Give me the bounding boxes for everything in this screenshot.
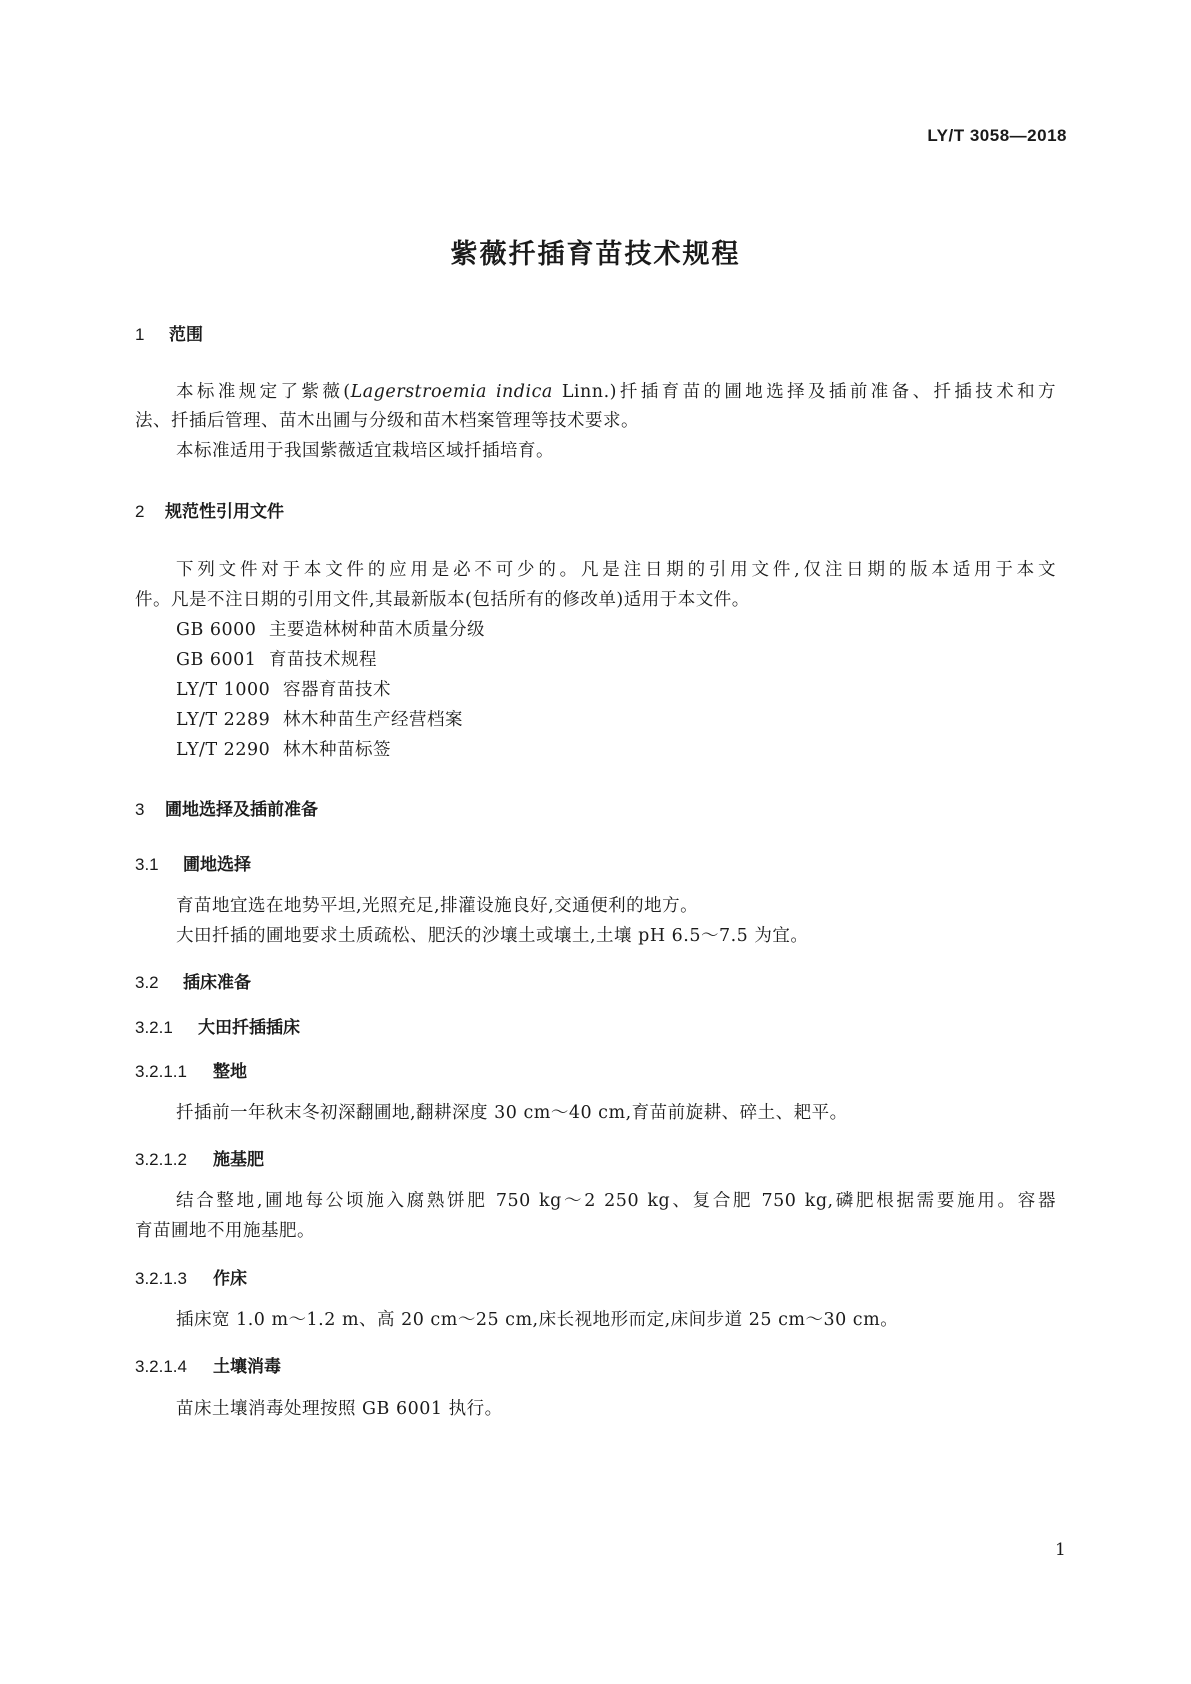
- latin-name: Lagerstroemia indica: [350, 382, 553, 402]
- reference-code: GB 6000: [176, 620, 257, 640]
- section-title: 大田扦插插床: [198, 1018, 300, 1038]
- reference-code: LY/T 2290: [176, 740, 271, 760]
- paragraph-line: 结合整地,圃地每公顷施入腐熟饼肥 750 kg～2 250 kg、复合肥 750 kg,磷肥根据需要施用。容器: [176, 1191, 1056, 1211]
- section-title: 规范性引用文件: [165, 502, 284, 522]
- reference-title: 容器育苗技术: [283, 680, 391, 700]
- reference-code: GB 6001: [176, 650, 257, 670]
- section-1-heading: [135, 320, 203, 345]
- paragraph-line: 育苗地宜选在地势平坦,光照充足,排灌设施良好,交通便利的地方。: [176, 896, 699, 916]
- section-title: 作床: [213, 1269, 247, 1289]
- document-code: LY/T 3058—2018: [927, 126, 1067, 145]
- paragraph-line: 本标准适用于我国紫薇适宜栽培区域扦插培育。: [176, 441, 554, 461]
- document-title: 紫薇扦插育苗技术规程: [450, 239, 741, 270]
- reference-item: [176, 616, 485, 641]
- section-3-2-1-3-heading: [135, 1264, 247, 1289]
- reference-item: [176, 646, 377, 671]
- reference-title: 林木种苗生产经营档案: [283, 710, 463, 730]
- paragraph-line: 扦插前一年秋末冬初深翻圃地,翻耕深度 30 cm～40 cm,育苗前旋耕、碎土、耙平。: [176, 1103, 848, 1123]
- reference-item: [176, 706, 463, 731]
- section-title: 插床准备: [183, 973, 251, 993]
- section-number: 3.2.1.4: [135, 1357, 187, 1376]
- reference-item: [176, 736, 391, 761]
- section-3-heading: [135, 795, 318, 820]
- section-number: 3.2.1.3: [135, 1269, 187, 1288]
- section-3-2-1-4-heading: [135, 1352, 281, 1377]
- page-number: 1: [1055, 1540, 1066, 1560]
- paragraph-line: 插床宽 1.0 m～1.2 m、高 20 cm～25 cm,床长视地形而定,床间步道 25 cm～30 cm。: [176, 1310, 899, 1330]
- section-number: 2: [135, 502, 145, 521]
- paragraph-line: 本标准规定了紫薇(Lagerstroemia indica Linn.)扦插育苗的圃地选择及插前准备、扦插技术和方: [176, 382, 1057, 402]
- section-title: 圃地选择: [183, 855, 251, 875]
- section-title: 圃地选择及插前准备: [165, 800, 318, 820]
- reference-item: [176, 676, 391, 701]
- paragraph-line: 下列文件对于本文件的应用是必不可少的。凡是注日期的引用文件,仅注日期的版本适用于本文: [176, 560, 1056, 580]
- section-number: 3.2.1.2: [135, 1150, 187, 1169]
- reference-code: LY/T 2289: [176, 710, 271, 730]
- section-number: 3.2.1: [135, 1018, 173, 1037]
- section-2-heading: [135, 497, 284, 522]
- paragraph-line: 法、扦插后管理、苗木出圃与分级和苗木档案管理等技术要求。: [135, 411, 639, 431]
- section-title: 范围: [169, 325, 203, 345]
- section-number: 3: [135, 800, 145, 819]
- section-title: 土壤消毒: [213, 1357, 281, 1377]
- section-number: 3.2: [135, 973, 159, 992]
- reference-title: 育苗技术规程: [269, 650, 377, 670]
- section-number: 3.1: [135, 855, 159, 874]
- paragraph-line: 件。凡是不注日期的引用文件,其最新版本(包括所有的修改单)适用于本文件。: [135, 590, 750, 610]
- paragraph-line: 大田扦插的圃地要求土质疏松、肥沃的沙壤土或壤土,土壤 pH 6.5～7.5 为宜。: [176, 926, 809, 946]
- section-3-2-1-heading: [135, 1013, 300, 1038]
- section-title: 整地: [213, 1062, 247, 1082]
- paragraph-line: 育苗圃地不用施基肥。: [135, 1221, 315, 1241]
- section-3-2-1-1-heading: [135, 1057, 247, 1082]
- paragraph-line: 苗床土壤消毒处理按照 GB 6001 执行。: [176, 1399, 503, 1419]
- section-number: 3.2.1.1: [135, 1062, 187, 1081]
- reference-code: LY/T 1000: [176, 680, 271, 700]
- section-3-2-1-2-heading: [135, 1145, 264, 1170]
- section-number: 1: [135, 325, 145, 344]
- section-title: 施基肥: [213, 1150, 264, 1170]
- section-3-2-heading: [135, 968, 251, 993]
- section-3-1-heading: [135, 850, 251, 875]
- reference-title: 林木种苗标签: [283, 740, 391, 760]
- reference-title: 主要造林树种苗木质量分级: [269, 620, 485, 640]
